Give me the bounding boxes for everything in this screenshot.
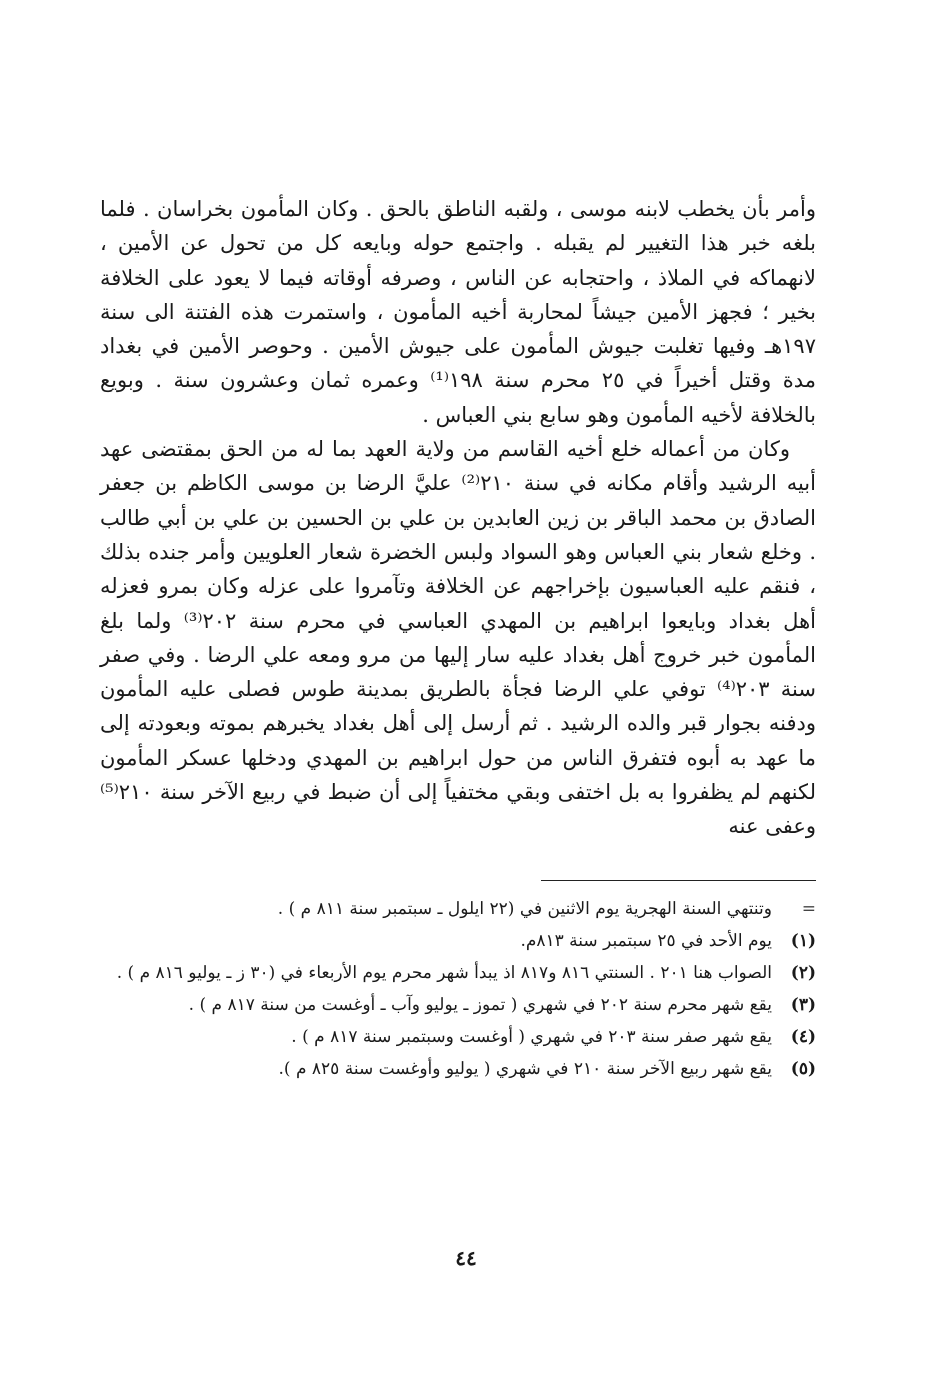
footnote-text: يقع شهر ربيع الآخر سنة ٢١٠ في شهري ( يوليو وأوغست سنة ٨٢٥ م ). — [278, 1058, 772, 1079]
footnote-mark: (٤) — [790, 1026, 816, 1047]
footnote-mark: (١) — [790, 930, 816, 951]
footnote-text: يقع شهر محرم سنة ٢٠٢ في شهري ( تموز ـ يوليو وآب ـ أوغست من سنة ٨١٧ م ) . — [188, 994, 772, 1015]
page-number: ٤٤ — [455, 1246, 477, 1270]
footnote-mark: (٢) — [790, 962, 816, 983]
footnote-continuation — [100, 893, 816, 925]
footnote-text: الصواب هنا ٢٠١ . السنتي ٨١٦ و٨١٧ اذ يبدأ شهر محرم يوم الأربعاء في (٣٠ ز ـ يوليو ٨١٦ م ) . — [116, 962, 772, 983]
footnote-mark: (٣) — [790, 994, 816, 1015]
footnote-mark: (٥) — [790, 1058, 816, 1079]
book-page — [100, 192, 816, 1085]
footnote-text: يقع شهر صفر سنة ٢٠٣ في شهري ( أوغست وسبتمبر سنة ٨١٧ م ) . — [291, 1026, 772, 1047]
body-paragraph-2: وكان من أعماله خلع أخيه القاسم من ولاية العهد بما له من الحق بمقتضى عهد أبيه الرشيد وأقام مكانه في سنة ٢١٠⁽²⁾ عليَّ الرضا بن موسى الكاظم بن جعفر الصادق بن محمد الباقر بن زين العابدين بن علي بن الحسين بن علي بن أبي طالب . وخلع شعار بني العباس وهو السواد ولبس الخضرة شعار العلويين وأمر جنده بذلك ، فنقم عليه العباسيون بإخراجهم عن الخلافة وتآمروا على عزله وكان بمرو فعزله أهل بغداد وبايعوا ابراهيم بن المهدي العباسي في محرم سنة ٢٠٢⁽³⁾ ولما بلغ المأمون خبر خروج أهل بغداد عليه سار إليها من مرو ومعه علي الرضا . وفي صفر سنة ٢٠٣⁽⁴⁾ توفي علي الرضا فجأة بالطريق بمدينة طوس فصلى عليه المأمون ودفنه بجوار قبر والده الرشيد . ثم أرسل إلى أهل بغداد يخبرهم بموته وبعودته إلى ما عهد به أبوه فتفرق الناس من حول ابراهيم بن المهدي ودخلها عسكر المأمون لكنهم لم يظفروا به بل اختفى وبقي مختفياً إلى أن ضبط في ربيع الآخر سنة ٢١٠⁽⁵⁾ وعفى عنه — [100, 437, 817, 839]
footnote-mark: = — [801, 898, 816, 919]
footnote-divider-wrap — [100, 862, 816, 881]
body-paragraph-1: وأمر بأن يخطب لابنه موسى ، ولقبه الناطق بالحق . وكان المأمون بخراسان . فلما بلغه خبر هذا التغيير لم يقبله . واجتمع حوله وبايعه كل من تحول عن الأمين ، لانهماكه في الملاذ ، واحتجابه عن الناس ، وصرفه أوقاته فيما لا يعود على الخلافة بخير ؛ فجهز الأمين جيشاً لمحاربة أخيه المأمون ، واستمرت هذه الفتنة الى سنة ١٩٧هـ وفيها تغلبت جيوش المأمون على جيوش الأمين . وحوصر الأمين في بغداد مدة وقتل أخيراً في ٢٥ محرم سنة ١٩٨⁽¹⁾ وعمره ثمان وعشرون سنة . وبويع بالخلافة لأخيه المأمون وهو سابع بني العباس . — [100, 197, 816, 427]
footnote-5 — [100, 1053, 816, 1085]
footnote-4 — [100, 1021, 816, 1053]
footnotes — [100, 893, 816, 1085]
footnote-text: وتنتهي السنة الهجرية يوم الاثنين في (٢٢ ايلول ـ سبتمبر سنة ٨١١ م ) . — [277, 898, 772, 919]
footnote-2 — [100, 957, 816, 989]
footnote-3 — [100, 989, 816, 1021]
footnote-divider — [541, 880, 816, 881]
footnote-text: يوم الأحد في ٢٥ سبتمبر سنة ٨١٣م. — [520, 930, 772, 951]
footnote-1 — [100, 925, 816, 957]
